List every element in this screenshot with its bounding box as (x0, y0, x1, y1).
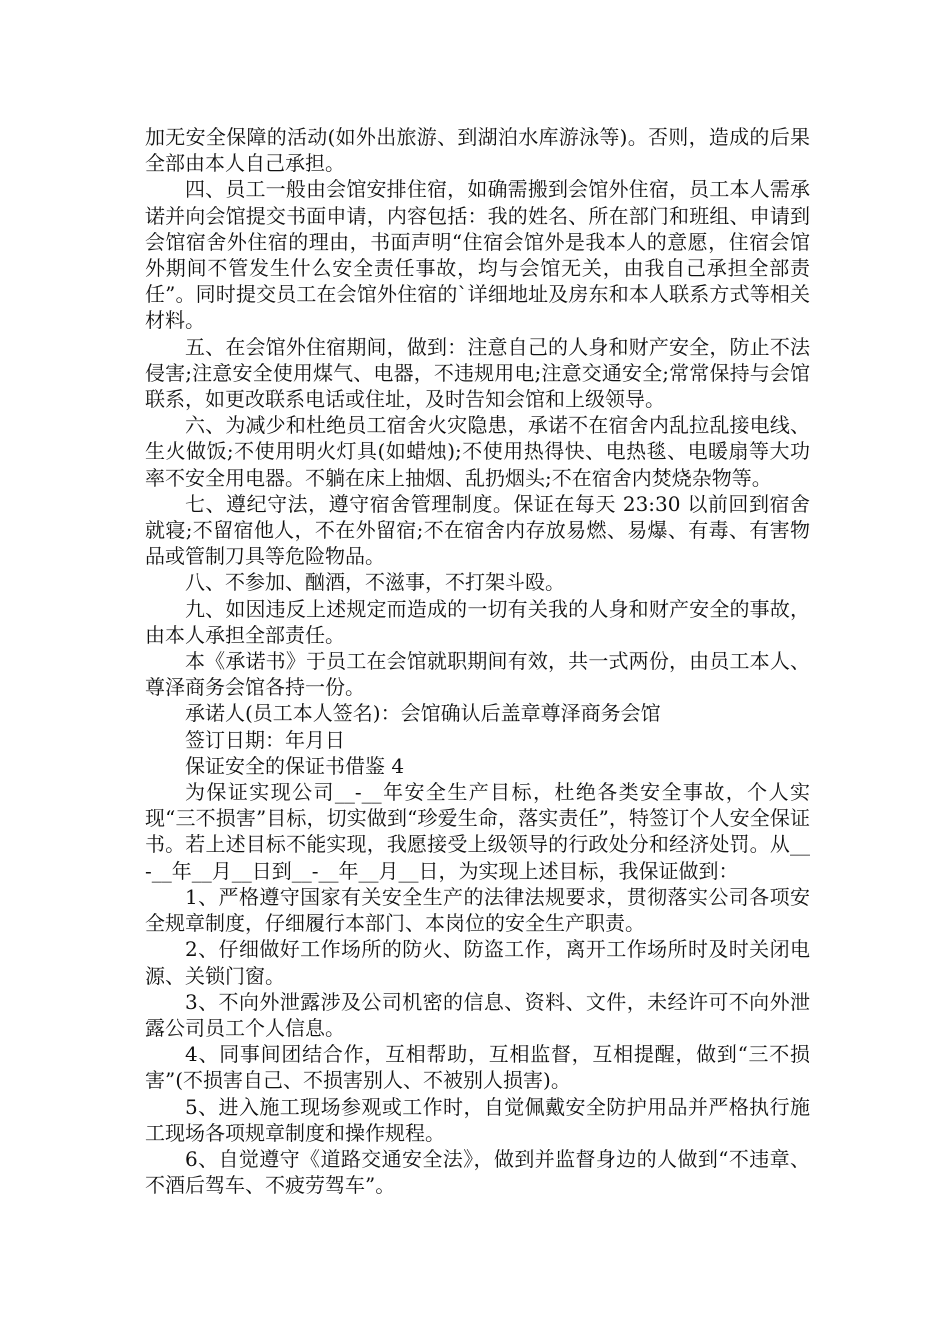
paragraph-item-8-conduct: 八、不参加、酗酒，不滋事，不打架斗殴。 (185, 570, 565, 595)
signature-line: 承诺人(员工本人签名)：会馆确认后盖章尊泽商务会馆 (185, 701, 661, 726)
paragraph-pledge-1: 1、严格遵守国家有关安全生产的法律法规要求，贯彻落实公司各项安全规章制度，仔细履行本部门、本岗位的安全生产职责。 (145, 884, 810, 936)
paragraph-pledge-5: 5、进入施工现场参观或工作时，自觉佩戴安全防护用品并严格执行施工现场各项规章制度和操作规程。 (145, 1094, 810, 1145)
paragraph-pledge-4: 4、同事间团结合作，互相帮助，互相监督，互相提醒，做到“三不损害”(不损害自己、不损害别人、不被别人损害)。 (145, 1042, 810, 1093)
paragraph-continuation: 加无安全保障的活动(如外出旅游、到湖泊水库游泳等)。否则，造成的后果全部由本人自己承担。 (145, 125, 810, 176)
signing-date-line: 签订日期：年月日 (185, 727, 345, 752)
paragraph-item-6-fire-safety: 六、为减少和杜绝员工宿舍火灾隐患，承诺不在宿舍内乱拉乱接电线、生火做饭;不使用明火灯具(如蜡烛);不使用热得快、电热毯、电暖扇等大功率不安全用电器。不躺在床上抽烟、乱扔烟头;不在宿舍内焚烧杂物等。 (145, 413, 810, 490)
paragraph-item-4-accommodation: 四、员工一般由会馆安排住宿，如确需搬到会馆外住宿，员工本人需承诺并向会馆提交书面申请，内容包括：我的姓名、所在部门和班组、申请到会馆宿舍外住宿的理由，书面声明“住宿会馆外是我本人的意愿，住宿会馆外期间不管发生什么安全责任事故，均与会馆无关，由我自己承担全部责任”。同时提交员工在会馆外住宿的`详细地址及房东和本人联系方式等相关材料。 (145, 177, 810, 333)
paragraph-pledge-3: 3、不向外泄露涉及公司机密的信息、资料、文件，未经许可不向外泄露公司员工个人信息。 (145, 989, 810, 1040)
document-body (145, 124, 810, 1198)
paragraph-pledge-2: 2、仔细做好工作场所的防火、防盗工作，离开工作场所时及时关闭电源、关锁门窗。 (145, 937, 810, 988)
paragraph-pledge-6: 6、自觉遵守《道路交通安全法》，做到并监督身边的人做到“不违章、不酒后驾车、不疲劳驾车”。 (145, 1146, 810, 1198)
paragraph-item-7-dormitory-rules: 七、遵纪守法，遵守宿舍管理制度。保证在每天 23:30 以前回到宿舍就寝;不留宿他人，不在外留宿;不在宿舍内存放易燃、易爆、有毒、有害物品或管制刀具等危险物品。 (145, 491, 810, 569)
section-heading: 保证安全的保证书借鉴 4 (185, 753, 405, 778)
paragraph-item-5-outside-stay: 五、在会馆外住宿期间，做到：注意自己的人身和财产安全，防止不法侵害;注意安全使用煤气、电器，不违规用电;注意交通安全;常常保持与会馆联系，如更改联系电话或住址，及时告知会馆和上级领导。 (145, 334, 810, 412)
paragraph-item-9-liability: 九、如因违反上述规定而造成的一切有关我的人身和财产安全的事故，由本人承担全部责任。 (145, 596, 810, 647)
paragraph-intro-goals: 为保证实现公司__-__年安全生产目标，杜绝各类安全事故，个人实现“三不损害”目标，切实做到“珍爱生命，落实责任”，特签订个人安全保证书。若上述目标不能实现，我愿接受上级领导的行政处分和经济处罚。从__-__年__月__日到__-__年__月__日，为实现上述目标，我保证做到： (145, 780, 810, 883)
paragraph-validity: 本《承诺书》于员工在会馆就职期间有效，共一式两份，由员工本人、尊泽商务会馆各持一份。 (145, 649, 810, 700)
